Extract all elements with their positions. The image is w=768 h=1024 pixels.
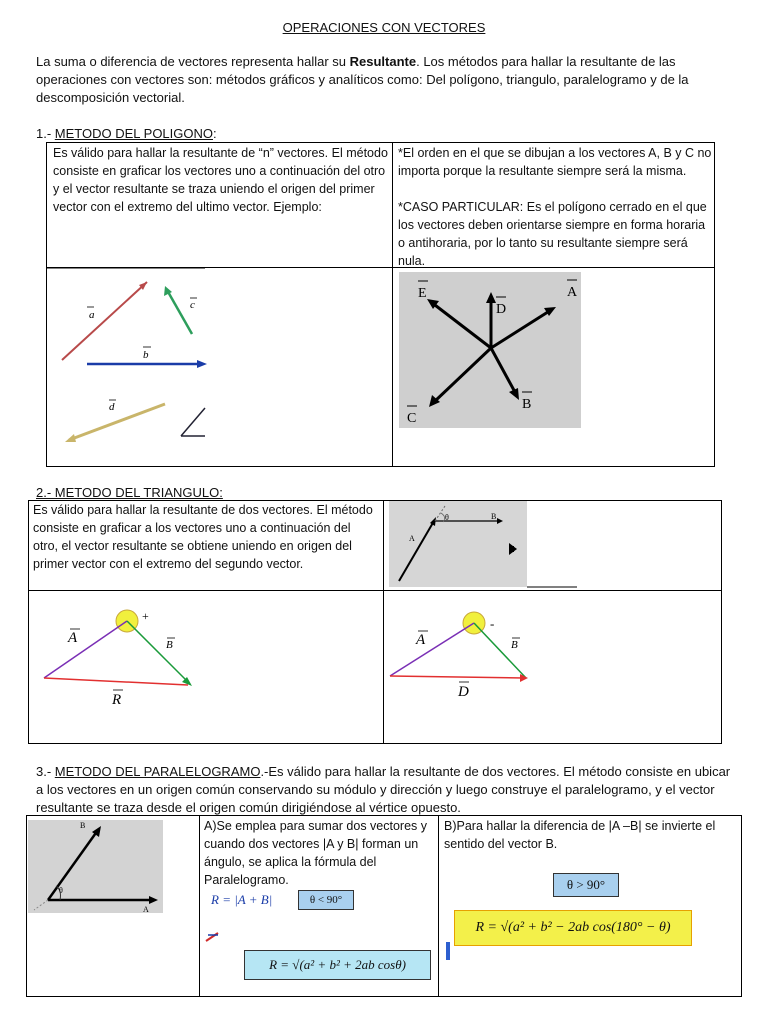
- page-title: OPERACIONES CON VECTORES: [282, 20, 486, 35]
- vector-c-arrow: [167, 290, 192, 334]
- intro-bold: Resultante: [349, 54, 417, 69]
- section-2-heading: [36, 485, 223, 500]
- vector-b-label: b: [143, 349, 149, 361]
- label-d: D: [496, 302, 507, 317]
- resultant-d-line: [390, 676, 524, 678]
- minus-sign: -: [490, 616, 495, 631]
- vector-c-label: c: [190, 299, 195, 311]
- intro-text-1: La suma o diferencia de vectores representa hallar su: [36, 54, 350, 69]
- vector-a-arrow: [62, 282, 147, 360]
- section-3-description: .-Es válido para hallar la resultante de dos vectores. El método consiste en ubicar a los vectores en un origen común conservando su módulo y dirección y luego construye el paralelogramo, y el vector resultante se traza desde el origen común dirigiéndose al vértice opuesto.: [36, 764, 731, 815]
- label-a: A: [567, 285, 578, 300]
- vector-a-label: A: [409, 534, 415, 543]
- section-3-heading: [36, 763, 738, 817]
- label-r: R: [112, 692, 122, 708]
- vector-a-line: [44, 621, 127, 678]
- paralelogramo-sum-text: A)Se emplea para sumar dos vectores y cuando dos vectores |A y B| forman un ángulo, se aplica la fórmula del Paralelogramo.: [204, 819, 428, 887]
- section-3-number: 3.-: [36, 764, 55, 779]
- label-d: D: [458, 684, 469, 700]
- poligono-vectors-figure: [47, 268, 392, 466]
- polygon-partial-line: [181, 408, 205, 436]
- formula-difference: R = √(a² + b² − 2ab cos(180° − θ): [454, 910, 692, 946]
- label-a: A: [143, 905, 149, 913]
- section-1-colon: :: [213, 126, 217, 141]
- vector-b-label: B: [491, 512, 497, 521]
- section-1-heading: [36, 126, 217, 141]
- label-a: A: [416, 632, 426, 648]
- theta-label: θ: [445, 513, 449, 522]
- formula-sum: R = √(a² + b² + 2ab cosθ): [244, 950, 431, 980]
- label-b: B: [80, 821, 86, 830]
- vector-d-arrow: [69, 404, 165, 440]
- closed-polygon-figure: [399, 272, 581, 428]
- section-1-title: METODO DEL POLIGONO: [54, 126, 213, 141]
- plus-sign: +: [142, 609, 149, 623]
- label-c: C: [407, 411, 417, 426]
- intro-paragraph: [36, 53, 736, 107]
- label-theta: θ: [59, 886, 63, 895]
- paralelogramo-diff-text: B)Para hallar la diferencia de |A –B| se invierte el sentido del vector B.: [444, 819, 716, 851]
- vector-a-label: a: [89, 309, 95, 321]
- section-1-number: 1.-: [36, 126, 55, 141]
- poligono-order-note: *El orden en el que se dibujan a los vectores A, B y C no importa porque la resultante siempre será la misma.: [398, 146, 712, 178]
- label-b: B: [522, 397, 532, 412]
- text-cursor-marker: [446, 942, 450, 960]
- poligono-special-case: *CASO PARTICULAR: Es el polígono cerrado en el que los vectores deben orientarse siempre en forma horaria o antihoraria, por lo tanto su resultante siempre será nula.: [398, 200, 707, 268]
- vector-b-line: [474, 623, 526, 678]
- label-a: A: [68, 630, 78, 646]
- label-e: E: [418, 286, 427, 301]
- pencil-icon: [205, 929, 221, 943]
- intro-text-2: . Los métodos para hallar la resultante de las operaciones con vectores son: métodos gráficos y analíticos como: Del polígono, triangulo, paralelogramo y de la descomposición vectorial.: [36, 54, 689, 105]
- triangulo-small-figure: [389, 501, 577, 589]
- poligono-description: Es válido para hallar la resultante de “n” vectores. El método consiste en graficar los vectores uno a continuación del otro y el vector resultante se traza uniendo el origen del primer vector con el extremo del ultimo vector. Ejemplo:: [53, 146, 388, 214]
- r-equals-sum: R = |A + B|: [211, 892, 273, 907]
- theta-less-90: θ < 90°: [298, 890, 354, 910]
- label-b: B: [511, 639, 518, 651]
- resultant-r-line: [44, 678, 188, 685]
- vector-b-line: [127, 621, 190, 684]
- vector-d-label: d: [109, 401, 115, 413]
- theta-greater-90: θ > 90°: [553, 873, 619, 897]
- section-2-title: 2.- METODO DEL TRIANGULO:: [36, 485, 223, 500]
- paralelogramo-figure: [28, 820, 163, 913]
- section-3-title: METODO DEL PARALELOGRAMO: [54, 764, 261, 779]
- triangulo-description: Es válido para hallar la resultante de dos vectores. El método consiste en graficar a los vectores uno a continuación del otro, el vector resultante se obtiene uniendo en origen del primer vector con el extremo del segundo vector.: [33, 503, 373, 571]
- triangle-diff-figure: [386, 596, 716, 736]
- label-b: B: [166, 639, 173, 651]
- vector-a-line: [390, 623, 474, 676]
- triangle-sum-figure: [30, 596, 380, 736]
